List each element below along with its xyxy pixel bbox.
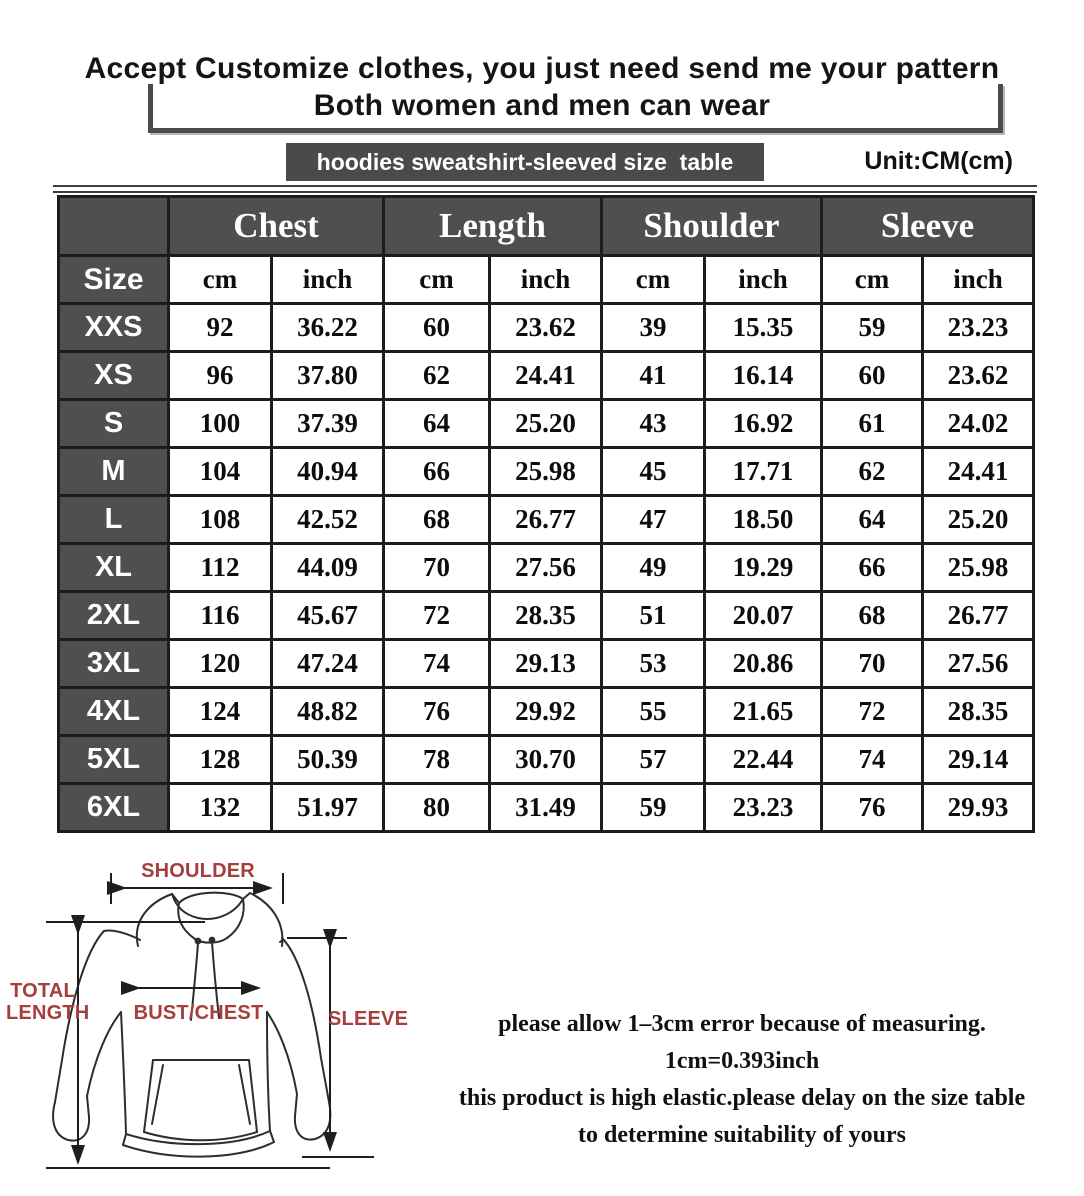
sub-header-row [59,256,1034,304]
size-cell: XL [59,544,169,592]
measurement-cell: 120 [169,640,272,688]
measurement-cell: 37.80 [272,352,384,400]
note-line2: 1cm=0.393inch [664,1048,820,1074]
measurement-cell: 18.50 [705,496,822,544]
measurement-cell: 36.22 [272,304,384,352]
table-row [59,784,1034,832]
measurement-cell: 26.77 [490,496,602,544]
measurement-cell: 57 [602,736,705,784]
measurement-cell: 19.29 [705,544,822,592]
table-top-rule [53,185,1037,193]
measurement-cell: 92 [169,304,272,352]
measurement-cell: 42.52 [272,496,384,544]
measurement-cell: 25.20 [490,400,602,448]
measurement-cell: 78 [384,736,490,784]
sub-header-inch: inch [923,256,1034,304]
measuring-notes [402,1006,1082,1154]
size-cell: 4XL [59,688,169,736]
note-line4: to determine suitability of yours [578,1122,906,1148]
measurement-cell: 25.98 [923,544,1034,592]
table-row [59,352,1034,400]
measurement-cell: 62 [822,448,923,496]
measurement-cell: 128 [169,736,272,784]
measurement-cell: 76 [384,688,490,736]
measurement-cell: 41 [602,352,705,400]
measurement-cell: 104 [169,448,272,496]
table-row [59,400,1034,448]
sub-header-inch: inch [490,256,602,304]
measurement-cell: 27.56 [490,544,602,592]
measurement-cell: 51 [602,592,705,640]
measurement-cell: 66 [822,544,923,592]
measurement-cell: 49 [602,544,705,592]
size-cell: L [59,496,169,544]
sub-header-cm: cm [602,256,705,304]
measurement-cell: 116 [169,592,272,640]
table-row [59,496,1034,544]
size-cell: M [59,448,169,496]
measurement-cell: 20.86 [705,640,822,688]
measurement-cell: 27.56 [923,640,1034,688]
size-column-header: Size [59,256,169,304]
measurement-cell: 23.23 [705,784,822,832]
measurement-cell: 59 [602,784,705,832]
measurement-cell: 22.44 [705,736,822,784]
sub-header-inch: inch [272,256,384,304]
measurement-cell: 108 [169,496,272,544]
group-header-chest: Chest [169,197,384,256]
measurement-cell: 74 [384,640,490,688]
measurement-cell: 23.62 [490,304,602,352]
measurement-cell: 62 [384,352,490,400]
measurement-cell: 66 [384,448,490,496]
group-header-row [59,197,1034,256]
measurement-cell: 124 [169,688,272,736]
measurement-cell: 45 [602,448,705,496]
measurement-cell: 72 [384,592,490,640]
table-row [59,640,1034,688]
unit-label: Unit:CM(cm) [864,147,1013,175]
measurement-cell: 60 [822,352,923,400]
measurement-cell: 100 [169,400,272,448]
measurement-cell: 25.20 [923,496,1034,544]
banner-line2: Both women and men can wear [313,89,771,122]
size-cell: 5XL [59,736,169,784]
measurement-cell: 68 [822,592,923,640]
size-cell: 2XL [59,592,169,640]
measurement-cell: 29.92 [490,688,602,736]
table-row [59,544,1034,592]
measurement-cell: 112 [169,544,272,592]
measurement-cell: 24.41 [490,352,602,400]
group-header-length: Length [384,197,602,256]
sleeve-label: SLEEVE [328,1008,409,1030]
measurement-cell: 53 [602,640,705,688]
measurement-cell: 50.39 [272,736,384,784]
sub-header-cm: cm [169,256,272,304]
note-line3: this product is high elastic.please delay on the size table [458,1085,1026,1111]
measurement-cell: 47.24 [272,640,384,688]
note-line1: please allow 1–3cm error because of measuring. [498,1011,986,1037]
measurement-cell: 61 [822,400,923,448]
measurement-cell: 29.14 [923,736,1034,784]
table-row [59,688,1034,736]
measurement-cell: 28.35 [923,688,1034,736]
measurement-cell: 39 [602,304,705,352]
measurement-cell: 20.07 [705,592,822,640]
size-cell: 6XL [59,784,169,832]
measurement-cell: 25.98 [490,448,602,496]
measurement-cell: 64 [384,400,490,448]
bust-chest-label: BUST/CHEST [133,1002,264,1024]
measurement-cell: 16.14 [705,352,822,400]
size-cell: 3XL [59,640,169,688]
corner-cell [59,197,169,256]
measurement-cell: 26.77 [923,592,1034,640]
measurement-cell: 80 [384,784,490,832]
banner-line1: Accept Customize clothes, you just need send me your pattern [84,52,1000,85]
measurement-cell: 70 [384,544,490,592]
measurement-cell: 40.94 [272,448,384,496]
table-row [59,304,1034,352]
measurement-cell: 21.65 [705,688,822,736]
table-row [59,592,1034,640]
measurement-cell: 43 [602,400,705,448]
measurement-cell: 60 [384,304,490,352]
measurement-cell: 51.97 [272,784,384,832]
measurement-cell: 24.41 [923,448,1034,496]
measurement-cell: 76 [822,784,923,832]
measurement-cell: 47 [602,496,705,544]
measurement-cell: 23.62 [923,352,1034,400]
measurement-cell: 44.09 [272,544,384,592]
measurement-cell: 68 [384,496,490,544]
size-table-title: hoodies sweatshirt-sleeved size table [286,143,764,181]
size-table [57,195,1035,833]
measurement-cell: 37.39 [272,400,384,448]
sub-header-cm: cm [384,256,490,304]
size-cell: XS [59,352,169,400]
measurement-cell: 64 [822,496,923,544]
measurement-cell: 15.35 [705,304,822,352]
measurement-cell: 59 [822,304,923,352]
hoodie-outline [53,893,330,1157]
size-cell: XXS [59,304,169,352]
table-row [59,448,1034,496]
measurement-cell: 17.71 [705,448,822,496]
measurement-cell: 23.23 [923,304,1034,352]
table-row [59,736,1034,784]
measurement-cell: 48.82 [272,688,384,736]
customize-banner [62,50,1022,124]
measurement-cell: 30.70 [490,736,602,784]
size-table-body [59,304,1034,832]
measurement-cell: 45.67 [272,592,384,640]
size-cell: S [59,400,169,448]
measurement-cell: 24.02 [923,400,1034,448]
shoulder-label: SHOULDER [141,860,255,882]
measurement-cell: 132 [169,784,272,832]
measurement-cell: 96 [169,352,272,400]
total-length-label: TOTAL LENGTH [6,980,90,1024]
measurement-cell: 70 [822,640,923,688]
group-header-sleeve: Sleeve [822,197,1034,256]
measurement-cell: 74 [822,736,923,784]
measurement-cell: 31.49 [490,784,602,832]
sub-header-cm: cm [822,256,923,304]
group-header-shoulder: Shoulder [602,197,822,256]
measurement-cell: 16.92 [705,400,822,448]
measurement-cell: 28.35 [490,592,602,640]
measurement-cell: 55 [602,688,705,736]
sub-header-inch: inch [705,256,822,304]
measurement-cell: 72 [822,688,923,736]
measurement-cell: 29.13 [490,640,602,688]
measurement-cell: 29.93 [923,784,1034,832]
hoodie-measurement-diagram [0,852,430,1187]
